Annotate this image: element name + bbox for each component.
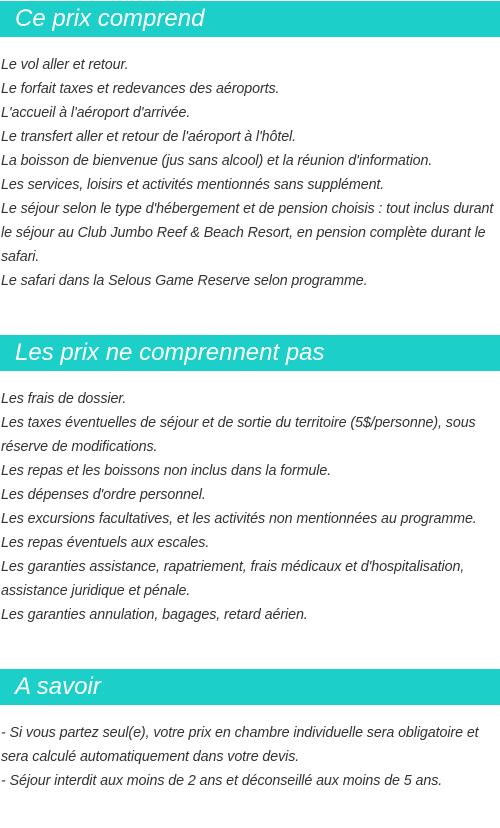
list-item: Le transfert aller et retour de l'aéroport à l'hôtel.	[1, 129, 296, 145]
list-item: Les taxes éventuelles de séjour et de sortie du territoire (5$/personne), sous réserve de modifications.	[1, 415, 476, 455]
list-item: L'accueil à l'aéroport d'arrivée.	[1, 105, 191, 121]
section-body	[0, 371, 500, 627]
list-item: Les garanties annulation, bagages, retard aérien.	[1, 607, 308, 623]
section-title: A savoir	[15, 673, 101, 700]
list-item: - Si vous partez seul(e), votre prix en chambre individuelle sera obligatoire et sera calculé automatiquement dans votre devis.	[1, 725, 479, 765]
price-info-page	[0, 1, 500, 793]
list-item: Les dépenses d'ordre personnel.	[1, 487, 206, 503]
section-included	[0, 1, 500, 293]
section-title: Ce prix comprend	[15, 5, 205, 32]
list-item: Les repas et les boissons non inclus dans la formule.	[1, 463, 332, 479]
section-title: Les prix ne comprennent pas	[15, 339, 325, 366]
list-item: Les repas éventuels aux escales.	[1, 535, 210, 551]
list-item: Le safari dans la Selous Game Reserve selon programme.	[1, 273, 368, 289]
list-item: Le vol aller et retour.	[1, 57, 129, 73]
list-item: Le séjour selon le type d'hébergement et de pension choisis : tout inclus durant le séjour au Club Jumbo Reef & Beach Resort, en pension complète durant le safari.	[1, 201, 494, 265]
section-body	[0, 37, 500, 293]
section-header	[0, 1, 500, 37]
list-item: - Séjour interdit aux moins de 2 ans et déconseillé aux moins de 5 ans.	[1, 773, 443, 789]
list-item: Les garanties assistance, rapatriement, frais médicaux et d'hospitalisation, assistance juridique et pénale.	[1, 559, 465, 599]
list-item: La boisson de bienvenue (jus sans alcool) et la réunion d'information.	[1, 153, 433, 169]
list-item: Le forfait taxes et redevances des aéroports.	[1, 81, 280, 97]
list-item: Les excursions facultatives, et les activités non mentionnées au programme.	[1, 511, 477, 527]
section-header	[0, 335, 500, 371]
list-item: Les services, loisirs et activités mentionnés sans supplément.	[1, 177, 385, 193]
section-not-included	[0, 335, 500, 627]
section-body	[0, 705, 500, 793]
section-header	[0, 669, 500, 705]
list-item: Les frais de dossier.	[1, 391, 127, 407]
section-good-to-know	[0, 669, 500, 793]
